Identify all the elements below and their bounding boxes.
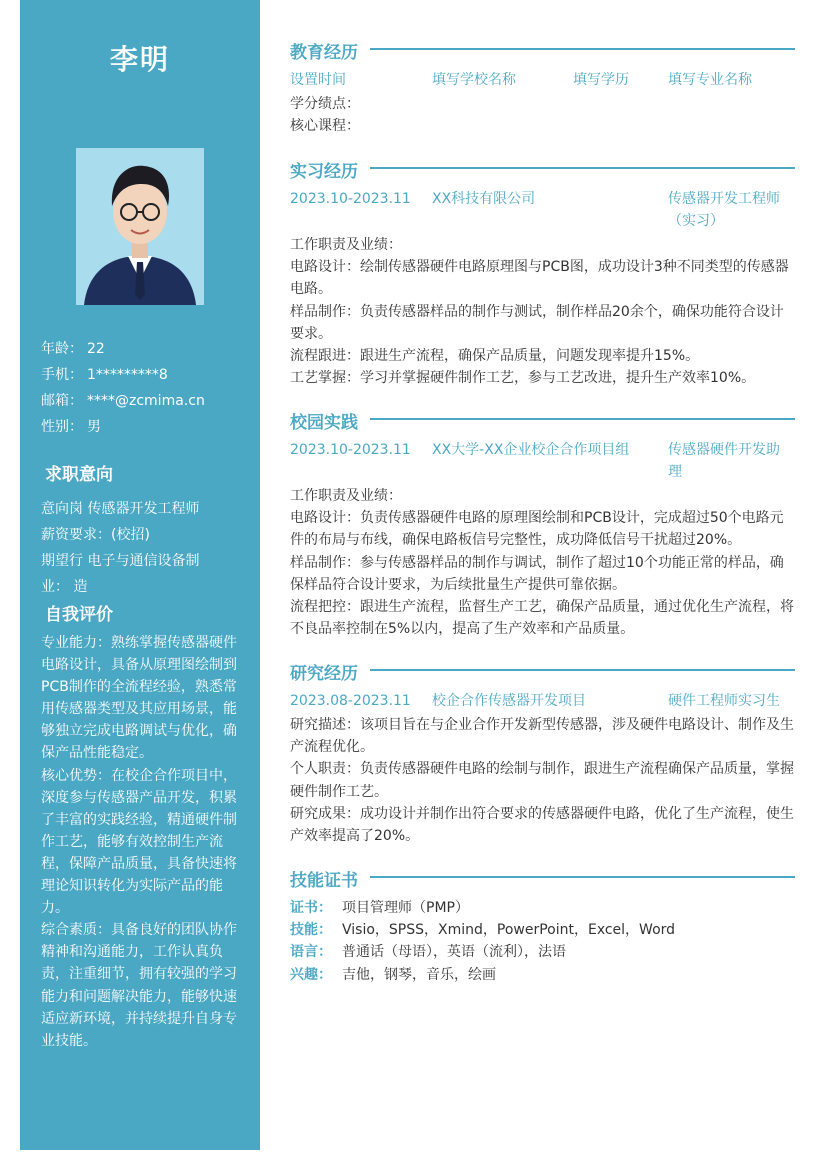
education-courses: 核心课程： [290,118,360,135]
internship-org: XX科技有限公司 [432,191,536,207]
section-title: 技能证书 [290,866,366,891]
campus-org: XX大学-XX企业校企合作项目组 [432,442,630,458]
self-eval-text: 专业能力：熟练掌握传感器硬件电路设计，具备从原理图绘制到PCB制作的全流程经验，熟悉常用传感器类型及其应用场景，能够独立完成电路调试与优化，确保产品性能稳定。 核心优势：在校企合作项目中，深度参与传感器产品开发，积累了丰富的实践经验，精通硬件制作工艺，能够有效控制生产流程，保障产品质量，具备快速将理论知识转化为实际产品的能力。 综合素质：具备良好的团队协作精神和沟通能力，工作认真负责，注重细节，拥有较强的学习能力和问题解决能力，能够快速适应新环境，并持续提升自身专业技能。 [41,635,237,1049]
section-title: 校园实践 [290,408,366,433]
job-intent [41,496,241,600]
profile-photo [76,148,204,305]
candidate-name: 李明 [109,43,170,76]
info-row-email: 邮箱： ****@zcmima.cn [41,393,205,409]
education-school: 填写学校名称 [432,72,516,88]
section-education-header [290,38,795,62]
info-row-age: 年龄： 22 [41,341,105,357]
info-row-gender: 性别： 男 [41,419,101,435]
campus-role: 传感器硬件开发助理 [668,442,780,480]
skill-row-skills: 技能： Visio，SPSS，Xmind，PowerPoint，Excel，Word [290,922,676,939]
intent-salary: 薪资要求：(校招) [41,527,150,543]
research-text: 研究描述：该项目旨在与企业合作开发新型传感器，涉及硬件电路设计、制作及生产流程优化。 个人职责：负责传感器硬件电路的绘制与制作，跟进生产流程确保产品质量，掌握硬件制作工艺。 研究成果：成功设计并制作出符合要求的传感器硬件电路，优化了生产流程，使生产效率提高了20%。 [290,717,794,845]
internship-text: 工作职责及业绩： 电路设计：绘制传感器硬件电路原理图与PCB图，成功设计3种不同类型的传感器电路。 样品制作：负责传感器样品的制作与测试，制作样品20余个，确保功能符合设计要求。 流程跟进：跟进生产流程，确保产品质量，问题发现率提升15%。 工艺掌握：学习并掌握硬件制作工艺，参与工艺改进，提升生产效率10%。 [290,237,789,387]
section-divider [370,167,795,169]
self-eval-title: 自我评价 [45,605,113,625]
section-divider [370,669,795,671]
education-major: 填写专业名称 [668,72,752,88]
skills-list [290,897,795,986]
education-degree: 填写学历 [573,72,629,88]
section-research-header [290,659,795,683]
campus-text: 工作职责及业绩： 电路设计：负责传感器硬件电路的原理图绘制和PCB设计，完成超过50个电路元件的布局与布线，确保电路板信号完整性，成功降低信号干扰超过20%。 样品制作：参与传感器样品的制作与调试，制作了超过10个功能正常的样品，确保样品符合设计要求，为后续批量生产提供可靠依据。 流程把控：跟进生产流程，监督生产工艺，确保产品质量，通过优化生产流程，将不良品率控制在5%以内，提高了生产效率和产品质量。 [290,488,794,638]
skill-row-interest: 兴趣： 吉他，钢琴，音乐，绘画 [290,966,496,983]
skill-row-language: 语言： 普通话（母语），英语（流利），法语 [290,944,566,961]
education-time: 设置时间 [290,72,346,88]
research-time: 2023.08-2023.11 [290,693,411,709]
education-gpa: 学分绩点： [290,96,360,112]
info-row-phone: 手机： 1*********8 [41,367,168,383]
skill-row-cert: 证书： 项目管理师（PMP） [290,900,469,916]
section-internship-header [290,157,795,181]
section-title: 教育经历 [290,38,366,63]
sidebar [20,0,260,1150]
intent-title: 求职意向 [45,465,113,485]
education-meta [290,69,795,91]
campus-meta [290,439,795,483]
section-campus-header [290,408,795,432]
campus-time: 2023.10-2023.11 [290,442,411,458]
section-divider [370,418,795,420]
research-meta [290,690,795,712]
section-skills-header [290,866,795,890]
intent-industry: 期望行 电子与通信设备制 [41,553,200,569]
section-divider [370,48,795,50]
basic-info [41,336,205,440]
section-title: 研究经历 [290,659,366,684]
intent-position: 意向岗 传感器开发工程师 [41,501,200,517]
research-org: 校企合作传感器开发项目 [432,693,586,709]
portrait-icon [76,148,204,305]
education-details [290,93,795,137]
section-title: 实习经历 [290,157,366,182]
section-divider [370,876,795,878]
internship-time: 2023.10-2023.11 [290,191,411,207]
internship-meta [290,188,795,232]
internship-role: 传感器开发工程师（实习） [668,191,780,229]
intent-industry-cont: 业： 造 [41,579,88,595]
research-role: 硬件工程师实习生 [668,693,780,709]
